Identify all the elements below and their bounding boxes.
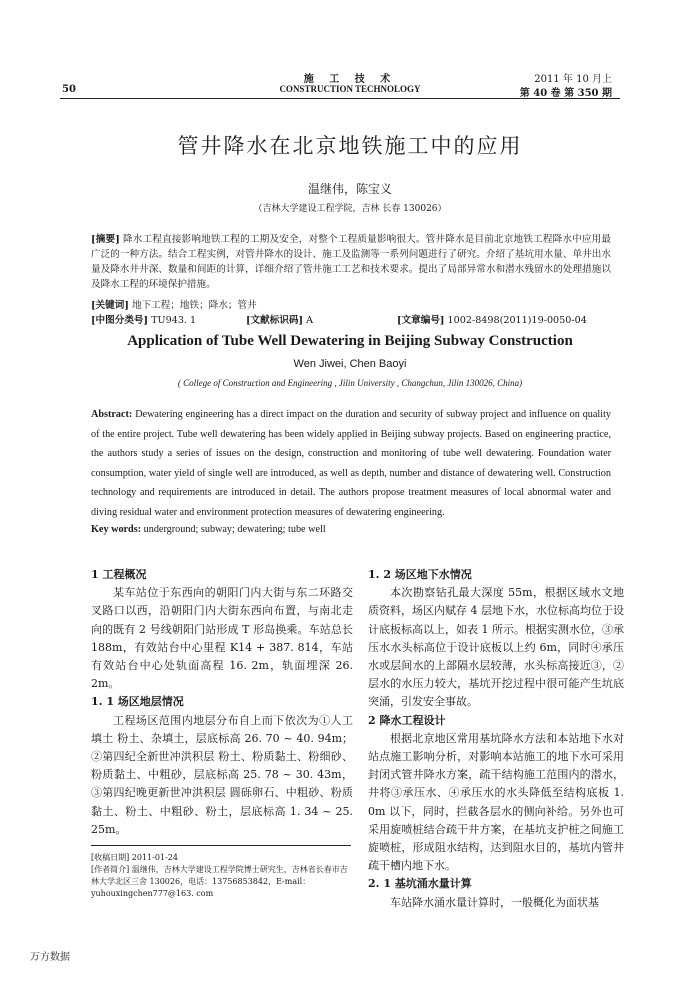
- subsection-heading: 1. 1 场区地层情况: [91, 695, 184, 709]
- affiliation-cn: （吉林大学建设工程学院，吉林 长春 130026）: [253, 204, 447, 214]
- body-column-left: [91, 566, 353, 839]
- footnote-rule: [91, 845, 351, 846]
- paragraph: 车站降水涌水量计算时，一般概化为面状基: [390, 895, 599, 909]
- issue-date: 2011 年 10 月上: [534, 74, 612, 85]
- subsection-heading: 1. 2 场区地下水情况: [368, 568, 472, 581]
- page-number: 50: [62, 84, 76, 95]
- journal-title-cn: 施 工 技 术: [303, 74, 397, 85]
- keywords-en-label: Key words:: [91, 524, 142, 535]
- subsection-heading: 2. 1 基坑涌水量计算: [368, 877, 472, 891]
- clc-number: [中图分类号] TU943. 1: [91, 315, 197, 326]
- watermark: 万方数据: [30, 952, 70, 963]
- received-date: [收稿日期] 2011-01-24: [91, 853, 178, 862]
- abstract-en-text: Dewatering engineering has a direct impact on the duration and security of subway project and influence on quality of the entire project. Tube well dewatering has been widely applied in Beijing subway projects. Based on engineering practice, the authors study a series of issues on the design, construction and monitoring of tube well dewatering. Foundation water consumption, water yield of single well are introduced, as well as depth, number and distance of dewatering well. Construction technology and requirements are introduced in detail. The authors propose treatment measures of local abnormal water and diving residual water and environment protection measures of dewatering engineering.: [91, 409, 612, 518]
- authors-cn: 温继伟，陈宝义: [307, 182, 392, 196]
- author-intro: [作者简介] 温继伟，吉林大学建设工程学院博士研究生，吉林省长春市吉林大学北区三舍 130026，电话：13756853842，E-mail：yuhouxingchen777@163. com: [91, 865, 348, 898]
- paragraph: 某车站位于东西向的朝阳门内大街与东二环路交叉路口以西，沿朝阳门内大街东西向布置，与南北走向的既有 2 号线朝阳门站形成 T 形岛换乘。车站总长 188m，有效站台中心里程 K14 + 387. 814，车站有效站台中心处轨面高程 16. 2m，轨面埋深 26. 2m。: [91, 586, 353, 691]
- paper-title-en: Application of Tube Well Dewatering in Beijing Subway Construction: [127, 333, 573, 349]
- keywords-cn-text: 地下工程；地铁；降水；管井: [131, 300, 257, 311]
- section-heading: 1 工程概况: [91, 568, 147, 581]
- volume-issue: 第 40 卷 第 350 期: [519, 88, 612, 99]
- header-rule: [60, 98, 620, 99]
- document-code: [文献标识码] A: [246, 315, 314, 326]
- classification-row: [91, 313, 611, 328]
- body-column-right: [368, 566, 624, 912]
- abstract-cn-text: 降水工程直接影响地铁工程的工期及安全，对整个工程质量影响很大。管井降水是目前北京地铁工程降水中应用最广泛的一种方法。结合工程实例，对管井降水的设计、施工及监测等一系列问题进行了研究。介绍了基坑用水量、单井出水量及降水井井深、数量和间距的计算，详细介绍了管井施工工艺和技术要求。提出了局部异常水和潜水残留水的处理措施以及降水工程的环境保护措施。: [91, 234, 611, 290]
- paragraph: 本次勘察钻孔最大深度 55m，根据区域水文地质资料，场区内赋存 4 层地下水，水位标高均位于设计底板标高以上，如表 1 所示。根据实测水位，③承压水水头标高位于设计底板以上约 6m，同时④承压水或层间水的上部隔水层较薄，水头标高接近③，②层水的水压力较大，基坑开挖过程中很可能产生坑底突涌，引发安全事故。: [368, 586, 624, 709]
- keywords-en-text: underground; subway; dewatering; tube well: [143, 524, 326, 535]
- keywords-cn-label: [关键词]: [91, 300, 129, 311]
- abstract-cn: [91, 232, 611, 292]
- keywords-en: [91, 522, 611, 537]
- abstract-en: [91, 405, 611, 522]
- abstract-cn-label: [摘要]: [91, 234, 120, 245]
- paragraph: 根据北京地区常用基坑降水方法和本站地下水对站点施工影响分析，对影响本站施工的地下水可采用封闭式管井降水方案，疏干结构施工范围内的潜水，井将③承压水、④承压水的水头降低至结构底板 1. 0m 以下，同时，拦截各层水的侧向补给。另外也可采用旋喷桩结合疏干井方案，在基坑支护桩之间施工旋喷桩，形成阻水结构，达到阻水目的，基坑内管井疏干槽内地下水。: [368, 731, 624, 873]
- article-number: [文章编号] 1002-8498(2011)19-0050-04: [397, 315, 587, 326]
- affiliation-en: ( College of Construction and Engineering , Jilin University , Changchun, Jilin 130026, China): [177, 378, 523, 388]
- footnotes: [91, 852, 353, 900]
- authors-en: Wen Jiwei, Chen Baoyi: [293, 358, 407, 370]
- abstract-en-label: Abstract:: [91, 409, 133, 420]
- paper-title-cn: 管井降水在北京地铁施工中的应用: [177, 134, 523, 158]
- section-heading: 2 降水工程设计: [368, 713, 446, 727]
- journal-title-en: CONSTRUCTION TECHNOLOGY: [279, 84, 421, 94]
- keywords-cn: [91, 298, 611, 313]
- paragraph: 工程场区范围内地层分布自上而下依次为①人工填土 粉土、杂填土，层底标高 26. 70 ~ 40. 94m；②第四纪全新世冲洪积层 粉土、粉质黏土、粉细砂、粉质黏土、中粗砂，层底标高 25. 78 ~ 30. 43m，③第四纪晚更新世冲洪积层 圆砾卵石、中粗砂、粉质黏土、粉土、中粗砂、粉土，层底标高 1. 34 ~ 25. 25m。: [91, 713, 353, 836]
